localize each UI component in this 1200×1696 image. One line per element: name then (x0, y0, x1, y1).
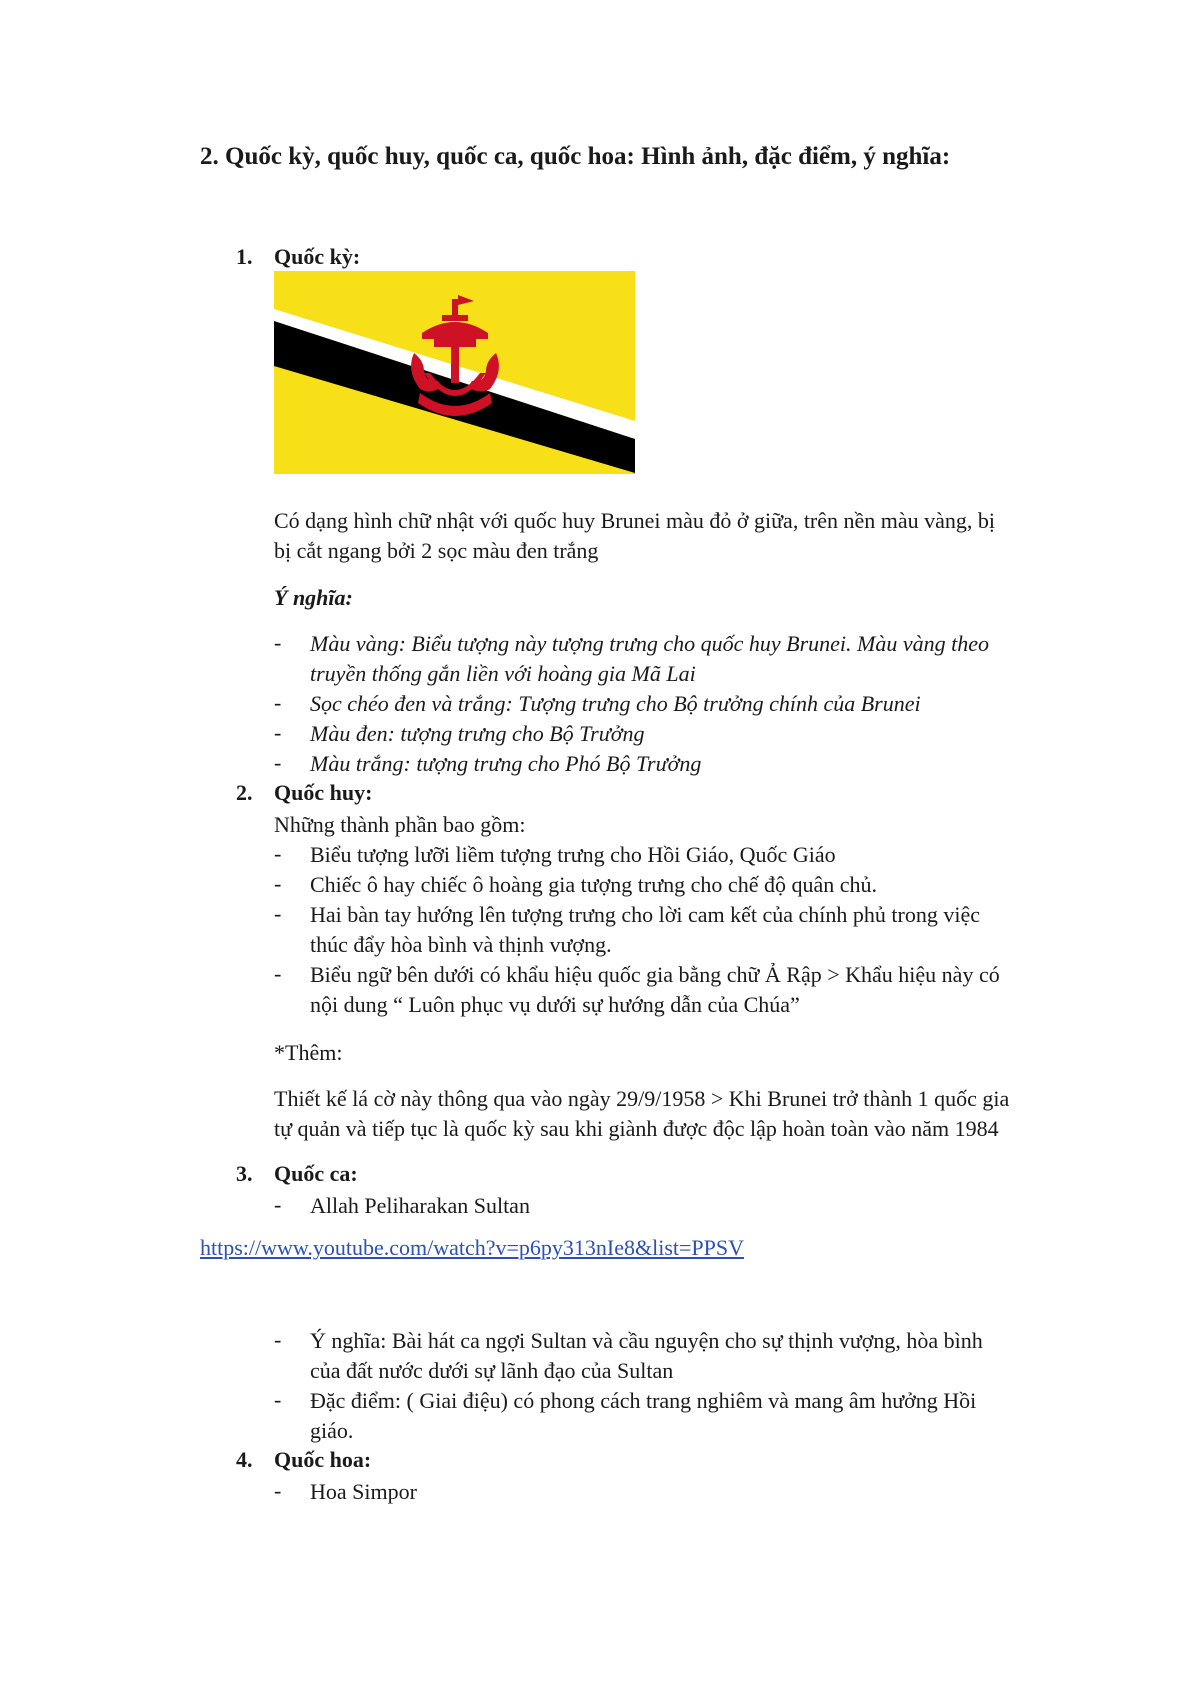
anthem-feature-line-2: giáo. (310, 1418, 354, 1443)
page-heading: 2. Quốc kỳ, quốc huy, quốc ca, quốc hoa: Hình ảnh, đặc điểm, ý nghĩa: (200, 143, 951, 170)
section-4-number: 4. (236, 1447, 253, 1472)
section-4-title: Quốc hoa: (274, 1447, 372, 1472)
meaning-item-4: Màu trắng: tượng trưng cho Phó Bộ Trưởng (310, 751, 702, 776)
meaning-item-3: Màu đen: tượng trưng cho Bộ Trưởng (310, 721, 645, 746)
list-bullet: - (274, 690, 282, 715)
section-3-title: Quốc ca: (274, 1161, 358, 1186)
list-bullet: - (274, 1478, 282, 1503)
section-1-number: 1. (236, 244, 253, 269)
section-2-title: Quốc huy: (274, 780, 373, 805)
list-bullet: - (274, 1327, 282, 1352)
anthem-feature-line-1: Đặc điểm: ( Giai điệu) có phong cách trang nghiêm và mang âm hưởng Hồi (310, 1388, 977, 1413)
anthem-meaning-line-2: của đất nước dưới sự lãnh đạo của Sultan (310, 1358, 674, 1383)
emblem-item-2: Chiếc ô hay chiếc ô hoàng gia tượng trưng cho chế độ quân chủ. (310, 872, 877, 897)
flag-description-line-1: Có dạng hình chữ nhật với quốc huy Brunei màu đỏ ở giữa, trên nền màu vàng, bị (274, 508, 996, 533)
anthem-meaning-line-1: Ý nghĩa: Bài hát ca ngợi Sultan và cầu nguyện cho sự thịnh vượng, hòa bình (310, 1328, 983, 1353)
list-bullet: - (274, 871, 282, 896)
list-bullet: - (274, 630, 282, 655)
section-3-number: 3. (236, 1161, 253, 1186)
extra-line-2: tự quản và tiếp tục là quốc kỳ sau khi giành được độc lập hoàn toàn vào năm 1984 (274, 1116, 999, 1141)
anthem-youtube-link[interactable]: https://www.youtube.com/watch?v=p6py313nIe8&list=PPSV (200, 1235, 745, 1260)
emblem-item-3-line-2: thúc đẩy hòa bình và thịnh vượng. (310, 932, 612, 957)
extra-line-1: Thiết kế lá cờ này thông qua vào ngày 29/9/1958 > Khi Brunei trở thành 1 quốc gia (274, 1086, 1010, 1111)
list-bullet: - (274, 961, 282, 986)
emblem-item-4-line-1: Biểu ngữ bên dưới có khẩu hiệu quốc gia bằng chữ Ả Rập > Khẩu hiệu này có (310, 962, 1000, 987)
anthem-name: Allah Peliharakan Sultan (310, 1193, 530, 1218)
section-1-title: Quốc kỳ: (274, 244, 361, 269)
list-bullet: - (274, 720, 282, 745)
list-bullet: - (274, 1192, 282, 1217)
list-bullet: - (274, 841, 282, 866)
section-2-number: 2. (236, 780, 253, 805)
list-bullet: - (274, 901, 282, 926)
emblem-item-3-line-1: Hai bàn tay hướng lên tượng trưng cho lời cam kết của chính phủ trong việc (310, 902, 981, 927)
emblem-item-1: Biểu tượng lưỡi liềm tượng trưng cho Hồi Giáo, Quốc Giáo (310, 842, 836, 867)
extra-title: *Thêm: (274, 1040, 343, 1065)
national-flower: Hoa Simpor (310, 1479, 417, 1504)
meaning-title: Ý nghĩa: (274, 585, 353, 610)
flag-description-line-2: bị cắt ngang bởi 2 sọc màu đen trắng (274, 538, 599, 563)
meaning-item-1-line-1: Màu vàng: Biểu tượng này tượng trưng cho quốc huy Brunei. Màu vàng theo (310, 631, 990, 656)
meaning-item-2: Sọc chéo đen và trắng: Tượng trưng cho Bộ trưởng chính của Brunei (310, 691, 921, 716)
meaning-item-1-line-2: truyền thống gắn liền với hoàng gia Mã Lai (310, 661, 696, 686)
list-bullet: - (274, 1387, 282, 1412)
emblem-intro: Những thành phần bao gồm: (274, 812, 526, 837)
brunei-flag-image (274, 271, 635, 474)
emblem-item-4-line-2: nội dung “ Luôn phục vụ dưới sự hướng dẫn của Chúa” (310, 992, 800, 1017)
list-bullet: - (274, 750, 282, 775)
